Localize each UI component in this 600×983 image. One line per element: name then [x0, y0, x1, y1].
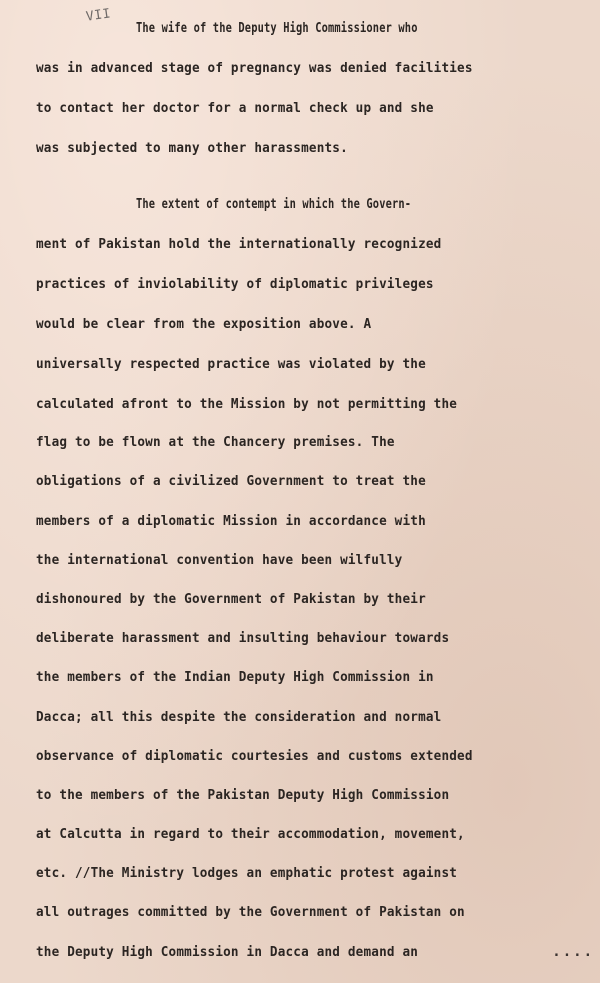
document-line: dishonoured by the Government of Pakistan by their [36, 591, 426, 607]
document-line: members of a diplomatic Mission in accordance with [36, 513, 426, 529]
document-line: etc. //The Ministry lodges an emphatic protest against [36, 865, 458, 881]
document-line: the Deputy High Commission in Dacca and demand an [36, 944, 419, 960]
document-line: The wife of the Deputy High Commissioner who [136, 20, 418, 36]
document-line: to contact her doctor for a normal check up and she [36, 100, 434, 116]
document-line: the members of the Indian Deputy High Commission in [36, 669, 434, 685]
document-line: The extent of contempt in which the Govern- [136, 196, 412, 212]
document-line: calculated afront to the Mission by not permitting the [36, 396, 458, 412]
document-line: obligations of a civilized Government to treat the [36, 473, 426, 489]
document-line: was in advanced stage of pregnancy was denied facilities [36, 60, 473, 76]
document-line: deliberate harassment and insulting behaviour towards [36, 630, 450, 646]
page-number-mark: VII [85, 6, 112, 25]
document-line: all outrages committed by the Government of Pakistan on [36, 904, 465, 920]
document-line: flag to be flown at the Chancery premises. The [36, 434, 395, 450]
document-line: ment of Pakistan hold the internationally recognized [36, 236, 442, 252]
document-line: observance of diplomatic courtesies and customs extended [36, 748, 473, 764]
document-line: to the members of the Pakistan Deputy High Commission [36, 787, 450, 803]
document-line: universally respected practice was violated by the [36, 356, 426, 372]
document-line: at Calcutta in regard to their accommodation, movement, [36, 826, 465, 842]
document-line: was subjected to many other harassments. [36, 140, 348, 156]
document-line: practices of inviolability of diplomatic privileges [36, 276, 434, 292]
document-line: Dacca; all this despite the consideration and normal [36, 709, 442, 725]
document-line: the international convention have been wilfully [36, 552, 403, 568]
continuation-dots: .... [552, 944, 594, 960]
document-line: would be clear from the exposition above. A [36, 316, 372, 332]
